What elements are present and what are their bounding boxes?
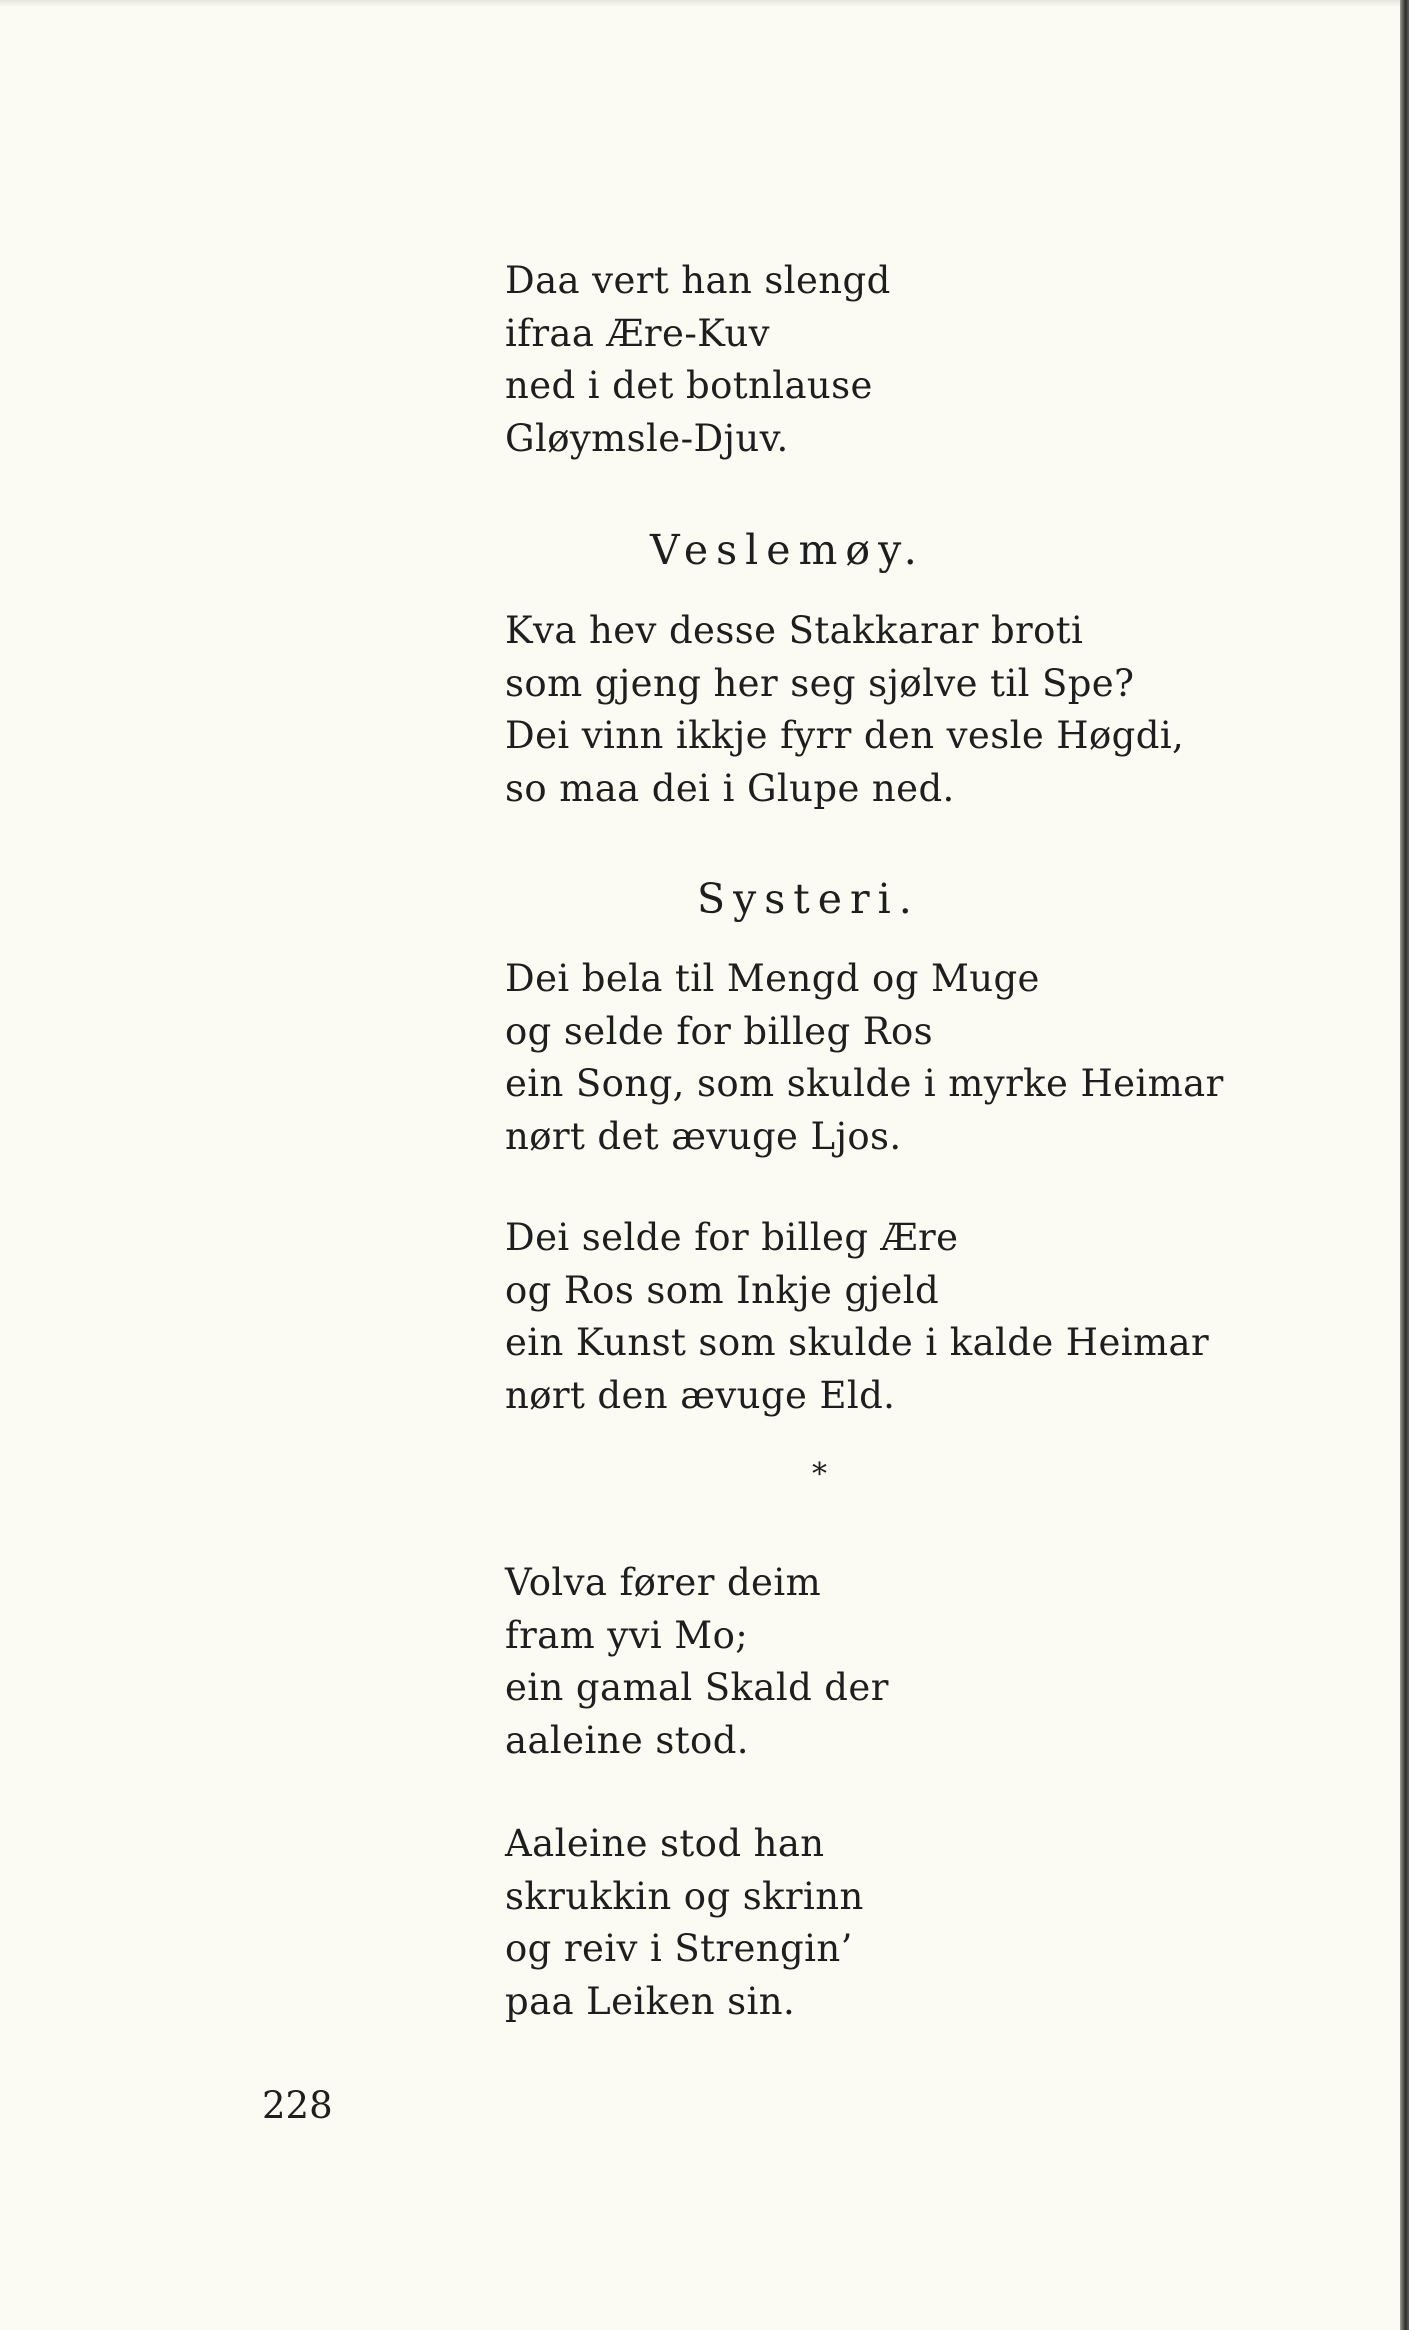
verse-line: aaleine stod. — [505, 1718, 749, 1762]
verse-line: nørt den ævuge Eld. — [505, 1373, 896, 1417]
verse-line: som gjeng her seg sjølve til Spe? — [505, 661, 1135, 705]
verse-line: Daa vert han slengd — [505, 259, 891, 302]
verse-line: og Ros som Inkje gjeld — [505, 1268, 940, 1312]
verse-line: nørt det ævuge Ljos. — [505, 1114, 902, 1158]
verse-line: Aaleine stod han — [505, 1822, 825, 1865]
verse-line: Volva fører deim — [505, 1561, 822, 1604]
speaker-heading: Veslemøy. — [650, 526, 925, 574]
page-number: 228 — [262, 2084, 333, 2127]
section-separator: * — [812, 1457, 827, 1492]
stanza-2 — [505, 605, 1184, 815]
scan-right-edge — [1400, 0, 1409, 2330]
verse-line: Gløymsle-Djuv. — [505, 416, 789, 460]
speaker-heading: Systeri. — [697, 875, 920, 923]
verse-line: ein gamal Skald der — [505, 1666, 889, 1709]
verse-line: ein Song, som skulde i myrke Heimar — [505, 1062, 1224, 1105]
verse-line: skrukkin og skrinn — [505, 1874, 864, 1918]
verse-line: paa Leiken sin. — [505, 1979, 796, 2023]
stanza-3 — [505, 953, 1224, 1163]
verse-line: so maa dei i Glupe ned. — [505, 766, 955, 810]
verse-line: og selde for billeg Ros — [505, 1009, 934, 1053]
stanza-6 — [505, 1818, 864, 2028]
verse-line: og reiv i Strengin’ — [505, 1927, 853, 1970]
verse-line: ein Kunst som skulde i kalde Heimar — [505, 1321, 1210, 1364]
verse-line: ifraa Ære-Kuv — [505, 311, 770, 355]
verse-line: fram yvi Mo; — [505, 1613, 749, 1657]
stanza-4 — [505, 1212, 1209, 1422]
stanza-5 — [505, 1557, 889, 1767]
verse-line: Dei bela til Mengd og Muge — [505, 957, 1040, 1000]
verse-line: Dei vinn ikkje fyrr den vesle Høgdi, — [505, 714, 1185, 757]
verse-line: Kva hev desse Stakkarar broti — [505, 609, 1084, 652]
verse-line: Dei selde for billeg Ære — [505, 1216, 959, 1259]
stanza-1 — [505, 255, 891, 465]
verse-line: ned i det botnlause — [505, 364, 873, 407]
scan-top-edge — [0, 0, 1409, 6]
